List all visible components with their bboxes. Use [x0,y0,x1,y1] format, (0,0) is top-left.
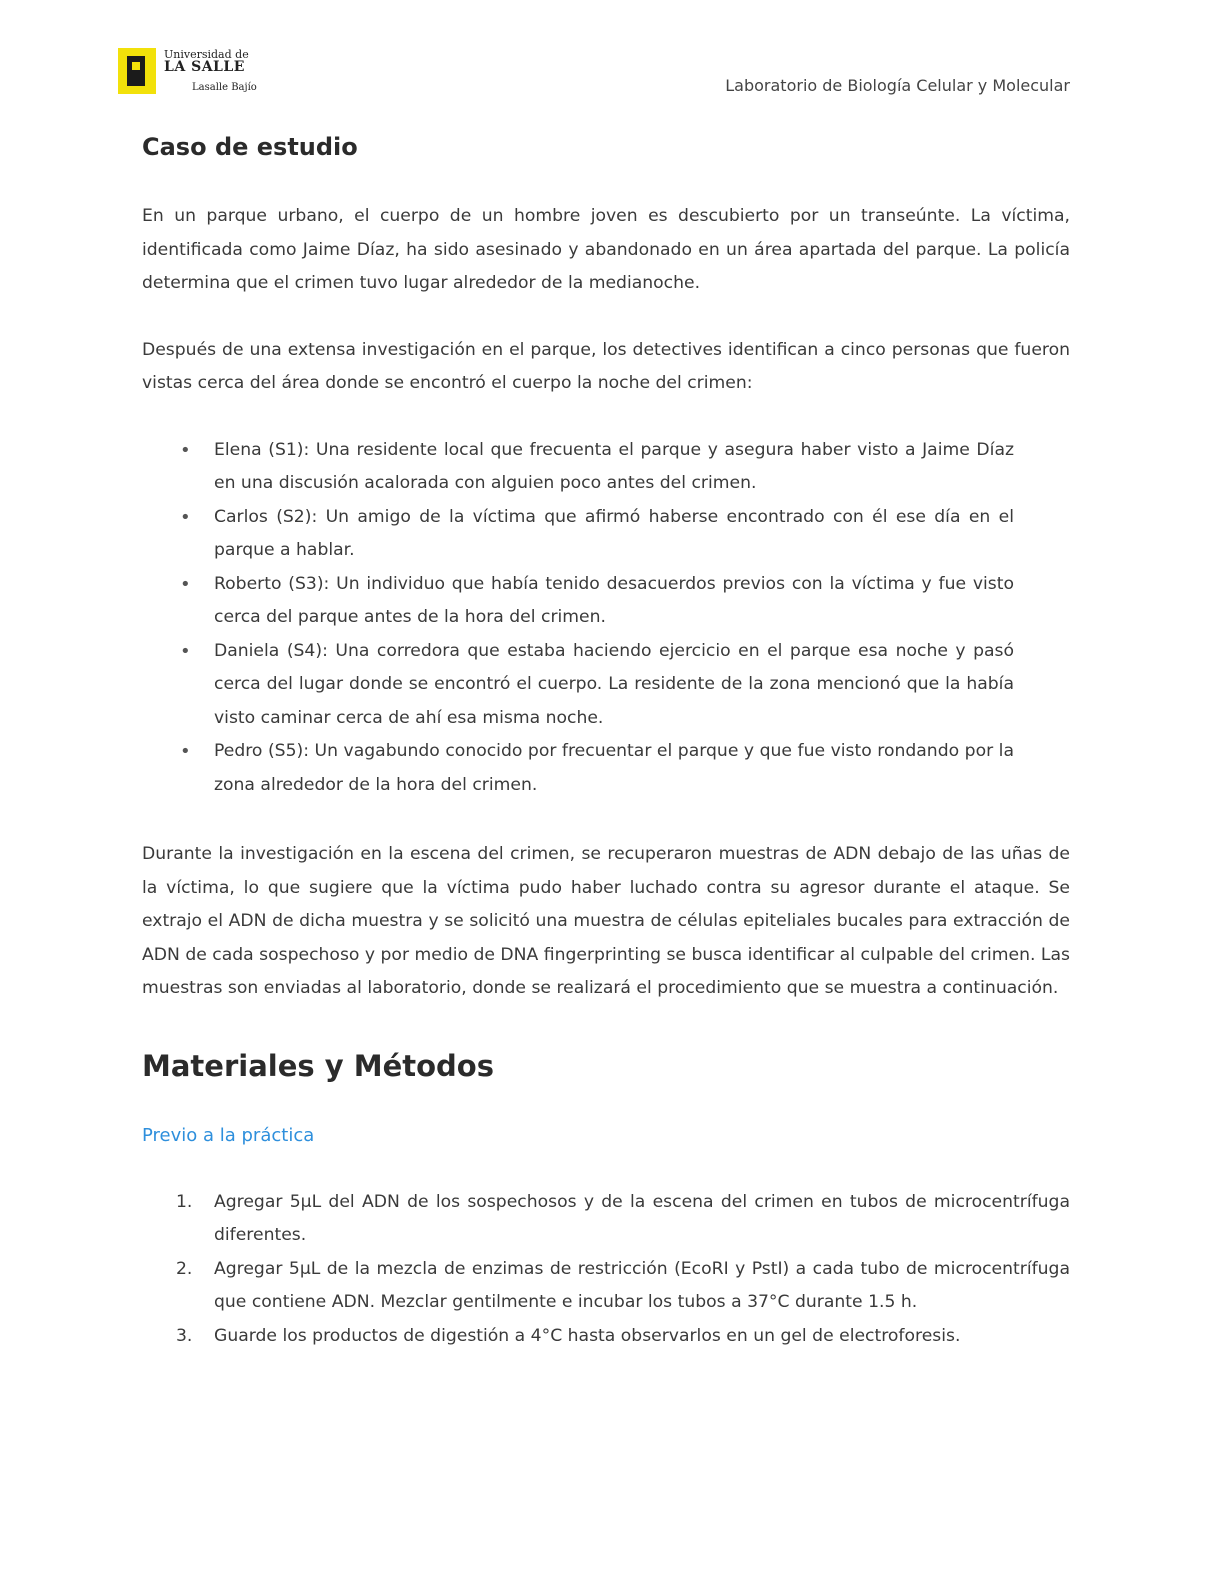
university-logo [118,46,288,112]
list-item: • Roberto (S3): Un individuo que había tenido desacuerdos previos con la víctima y fue visto cerca del parque antes de la hora del crimen. [142,568,1014,635]
methods-title: Materiales y Métodos [142,1048,494,1083]
practice-subtitle: Previo a la práctica [142,1124,315,1146]
suspect-list [142,434,1014,803]
logo-text [164,48,257,94]
header-title: Laboratorio de Biología Celular y Molecular [725,76,1070,95]
list-item: • Carlos (S2): Un amigo de la víctima que afirmó haberse encontrado con él ese día en el parque a hablar. [142,501,1014,568]
paragraph-intro: En un parque urbano, el cuerpo de un hombre joven es descubierto por un transeúnte. La víctima, identificada como Jaime Díaz, ha sido asesinado y abandonado en un área apartada del parque. La policía determina que el crimen tuvo lugar alrededor de la medianoche. [142,206,1070,293]
step-number: 2. [176,1258,193,1279]
logo-line-3: Lasalle Bajío [192,82,257,93]
step-number: 1. [176,1191,193,1212]
list-item: • Daniela (S4): Una corredora que estaba haciendo ejercicio en el parque esa noche y pasó cerca del lugar donde se encontró el cuerpo. La residente de la zona mencionó que la había visto caminar cerca de ahí esa misma noche. [142,635,1014,736]
paragraph-suspects-intro: Después de una extensa investigación en el parque, los detectives identifican a cinco personas que fueron vistas cerca del área donde se encontró el cuerpo la noche del crimen: [142,339,1070,393]
page-header [118,46,1070,112]
list-item: • Pedro (S5): Un vagabundo conocido por frecuentar el parque y que fue visto rondando por la zona alrededor de la hora del crimen. [142,735,1014,802]
step-number: 3. [176,1325,193,1346]
procedure-steps [142,1186,1070,1354]
step-text: Guarde los productos de digestión a 4°C hasta observarlos en un gel de electroforesis. [214,1325,961,1346]
step-text: Agregar 5µL de la mezcla de enzimas de restricción (EcoRI y PstI) a cada tubo de microcentrífuga que contiene ADN. Mezclar gentilmente e incubar los tubos a 37°C durante 1.5 h. [214,1258,1070,1312]
logo-line-1: Universidad de [164,48,249,61]
list-item: • Elena (S1): Una residente local que frecuenta el parque y asegura haber visto a Jaime Díaz en una discusión acalorada con alguien poco antes del crimen. [142,434,1014,501]
logo-line-2: LA SALLE [164,59,245,75]
paragraph-investigation: Durante la investigación en la escena del crimen, se recuperaron muestras de ADN debajo de las uñas de la víctima, lo que sugiere que la víctima pudo haber luchado contra su agresor durante el ataque. Se extrajo el ADN de dicha muestra y se solicitó una muestra de células epiteliales bucales para extracción de ADN de cada sospechoso y por medio de DNA fingerprinting se busca identificar al culpable del crimen. Las muestras son enviadas al laboratorio, donde se realizará el procedimiento que se muestra a continuación. [142,844,1070,998]
document-body [142,130,1070,1353]
list-item [142,1186,1070,1253]
case-study-title: Caso de estudio [142,133,358,161]
step-text: Agregar 5µL del ADN de los sospechosos y de la escena del crimen en tubos de microcentrífuga diferentes. [214,1191,1070,1245]
list-item [142,1320,1070,1354]
list-item [142,1253,1070,1320]
logo-emblem-icon [118,48,156,94]
